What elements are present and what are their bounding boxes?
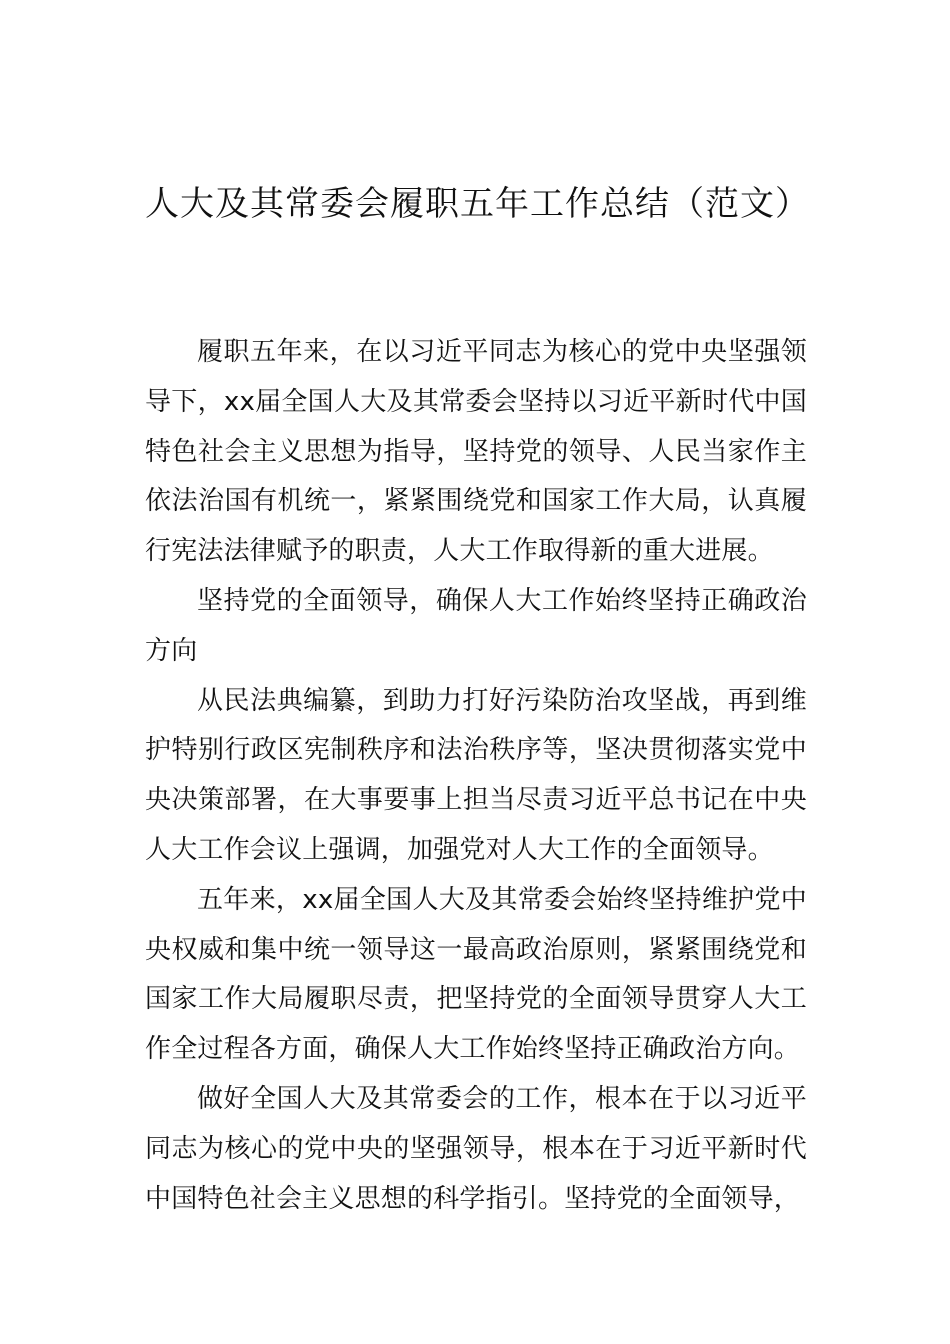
paragraph-five-years: 五年来，xx届全国人大及其常委会始终坚持维护党中央权威和集中统一领导这一最高政治原则，紧紧围绕党和国家工作大局履职尽责，把坚持党的全面领导贯穿人大工作全过程各方面，确保人大工作始终坚持正确政治方向。 xyxy=(145,884,807,1065)
paragraph-civil-code: 从民法典编纂，到助力打好污染防治攻坚战，再到维护特别行政区宪制秩序和法治秩序等，坚决贯彻落实党中央决策部署，在大事要事上担当尽责习近平总书记在中央人大工作会议上强调，加强党对人大工作的全面领导。 xyxy=(145,685,807,865)
document-body xyxy=(145,328,807,1224)
paragraph-intro: 履职五年来，在以习近平同志为核心的党中央坚强领导下，xx届全国人大及其常委会坚持以习近平新时代中国特色社会主义思想为指导，坚持党的领导、人民当家作主依法治国有机统一，紧紧围绕党和国家工作大局，认真履行宪法法律赋予的职责，人大工作取得新的重大进展。 xyxy=(145,337,807,567)
paragraph-leadership: 做好全国人大及其常委会的工作，根本在于以习近平同志为核心的党中央的坚强领导，根本在于习近平新时代中国特色社会主义思想的科学指引。坚持党的全面领导， xyxy=(145,1083,807,1214)
document-title: 人大及其常委会履职五年工作总结（范文） xyxy=(145,184,810,224)
paragraph-heading: 坚持党的全面领导，确保人大工作始终坚持正确政治方向 xyxy=(145,585,807,666)
